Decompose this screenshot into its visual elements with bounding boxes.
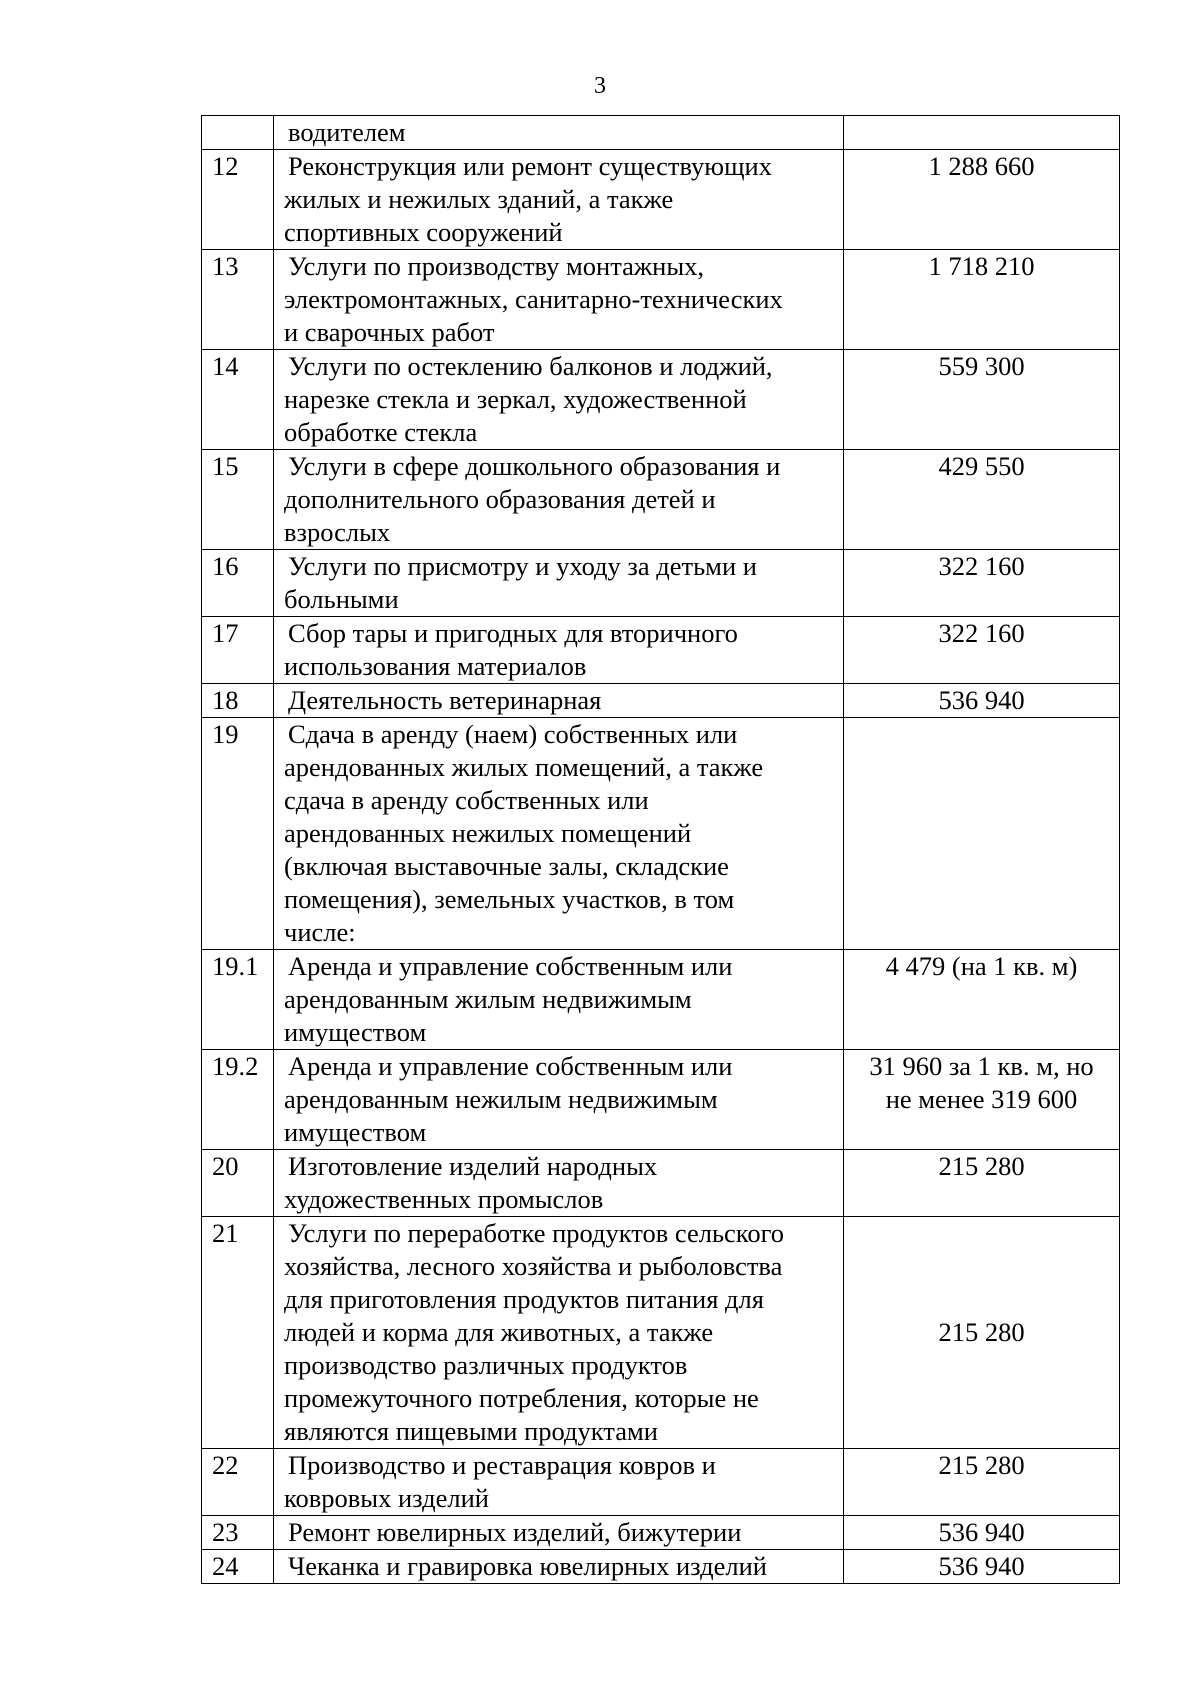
table-row [202, 617, 1120, 684]
description-line: арендованных нежилых помещений [284, 818, 692, 848]
description-line: обработке стекла [284, 417, 478, 447]
row-value [844, 1217, 1120, 1449]
description-line: Деятельность ветеринарная [288, 685, 602, 715]
value-line: 536 940 [938, 1551, 1025, 1581]
row-description [274, 1150, 844, 1217]
description-line: для приготовления продуктов питания для [284, 1284, 764, 1314]
table-row [202, 550, 1120, 617]
row-value [844, 1516, 1120, 1550]
description-line: и сварочных работ [284, 317, 495, 347]
table-row [202, 450, 1120, 550]
value-line: 1 718 210 [928, 251, 1035, 281]
row-number [202, 116, 274, 150]
description-line: Услуги в сфере дошкольного образования и [288, 451, 781, 481]
table-row [202, 350, 1120, 450]
row-value [844, 116, 1120, 150]
value-line: 215 280 [938, 1317, 1025, 1347]
description-line: электромонтажных, санитарно-технических [284, 284, 783, 314]
table-row [202, 718, 1120, 950]
row-value [844, 1050, 1120, 1150]
row-value [844, 950, 1120, 1050]
row-number: 17 [202, 617, 274, 684]
description-line: Реконструкция или ремонт существующих [288, 151, 772, 181]
row-number: 18 [202, 684, 274, 718]
value-line: 215 280 [938, 1450, 1025, 1480]
description-line: водителем [288, 117, 406, 147]
table-body [202, 116, 1120, 1584]
row-description [274, 150, 844, 250]
row-number: 19 [202, 718, 274, 950]
description-line: промежуточного потребления, которые не [284, 1383, 759, 1413]
description-line: Чеканка и гравировка ювелирных изделий [288, 1551, 767, 1581]
row-description [274, 350, 844, 450]
row-number: 13 [202, 250, 274, 350]
row-description [274, 684, 844, 718]
row-value [844, 450, 1120, 550]
table-row [202, 1050, 1120, 1150]
table-row [202, 1217, 1120, 1449]
description-line: больными [284, 584, 399, 614]
value-line: 4 479 (на 1 кв. м) [885, 951, 1078, 981]
description-line: Производство и реставрация ковров и [288, 1450, 716, 1480]
description-line: Услуги по остеклению балконов и лоджий, [288, 351, 773, 381]
row-value [844, 250, 1120, 350]
description-line: жилых и нежилых зданий, а также [284, 184, 674, 214]
description-line: арендованным нежилым недвижимым [284, 1084, 718, 1114]
tariff-table [201, 115, 1120, 1584]
row-description [274, 116, 844, 150]
value-line: 322 160 [938, 551, 1025, 581]
value-line: 215 280 [938, 1151, 1025, 1181]
row-description [274, 950, 844, 1050]
table-row [202, 1516, 1120, 1550]
row-value [844, 718, 1120, 950]
description-line: являются пищевыми продуктами [284, 1416, 658, 1446]
description-line: Изготовление изделий народных [288, 1151, 658, 1181]
row-value [844, 350, 1120, 450]
row-description [274, 1217, 844, 1449]
row-description [274, 550, 844, 617]
row-description [274, 617, 844, 684]
description-line: Услуги по переработке продуктов сельского [288, 1218, 785, 1248]
row-number: 23 [202, 1516, 274, 1550]
value-line: 429 550 [938, 451, 1025, 481]
table-row [202, 1449, 1120, 1516]
row-value [844, 550, 1120, 617]
description-line: взрослых [284, 517, 391, 547]
description-line: ковровых изделий [284, 1483, 489, 1513]
value-line: 1 288 660 [928, 151, 1035, 181]
description-line: помещения), земельных участков, в том [284, 884, 735, 914]
row-value [844, 617, 1120, 684]
description-line: нарезке стекла и зеркал, художественной [284, 384, 747, 414]
row-number: 12 [202, 150, 274, 250]
table-row [202, 950, 1120, 1050]
row-value [844, 1550, 1120, 1584]
description-line: производство различных продуктов [284, 1350, 688, 1380]
description-line: имуществом [284, 1017, 427, 1047]
description-line: Аренда и управление собственным или [288, 1051, 733, 1081]
table-row [202, 1150, 1120, 1217]
description-line: Ремонт ювелирных изделий, бижутерии [288, 1517, 742, 1547]
row-value [844, 684, 1120, 718]
value-line: 536 940 [938, 685, 1025, 715]
description-line: арендованных жилых помещений, а также [284, 752, 764, 782]
row-number: 15 [202, 450, 274, 550]
table-row [202, 116, 1120, 150]
table-row [202, 1550, 1120, 1584]
row-value [844, 1150, 1120, 1217]
description-line: имуществом [284, 1117, 427, 1147]
description-line: использования материалов [284, 651, 587, 681]
row-description [274, 250, 844, 350]
description-line: спортивных сооружений [284, 217, 563, 247]
value-line: 31 960 за 1 кв. м, но [869, 1051, 1094, 1081]
description-line: числе: [284, 917, 356, 947]
description-line: (включая выставочные залы, складские [284, 851, 729, 881]
table-row [202, 250, 1120, 350]
page-number: 3 [594, 73, 606, 99]
row-description [274, 1449, 844, 1516]
row-description [274, 450, 844, 550]
description-line: арендованным жилым недвижимым [284, 984, 692, 1014]
value-line: 322 160 [938, 618, 1025, 648]
value-line: 536 940 [938, 1517, 1025, 1547]
description-line: сдача в аренду собственных или [284, 785, 649, 815]
row-description [274, 1516, 844, 1550]
value-line: 559 300 [938, 351, 1025, 381]
description-line: Сбор тары и пригодных для вторичного [288, 618, 738, 648]
description-line: Аренда и управление собственным или [288, 951, 733, 981]
row-number: 21 [202, 1217, 274, 1449]
row-value [844, 150, 1120, 250]
description-line: художественных промыслов [284, 1184, 604, 1214]
row-number: 14 [202, 350, 274, 450]
description-line: дополнительного образования детей и [284, 484, 716, 514]
row-number: 19.2 [202, 1050, 274, 1150]
description-line: людей и корма для животных, а также [284, 1317, 714, 1347]
description-line: Услуги по присмотру и уходу за детьми и [288, 551, 757, 581]
value-line: не менее 319 600 [885, 1084, 1078, 1114]
table-row [202, 684, 1120, 718]
row-number: 22 [202, 1449, 274, 1516]
row-value [844, 1449, 1120, 1516]
row-description [274, 1050, 844, 1150]
description-line: хозяйства, лесного хозяйства и рыболовства [284, 1251, 783, 1281]
row-number: 19.1 [202, 950, 274, 1050]
row-description [274, 1550, 844, 1584]
row-number: 20 [202, 1150, 274, 1217]
row-number: 24 [202, 1550, 274, 1584]
description-line: Услуги по производству монтажных, [288, 251, 705, 281]
table-row [202, 150, 1120, 250]
row-number: 16 [202, 550, 274, 617]
row-description [274, 718, 844, 950]
description-line: Сдача в аренду (наем) собственных или [288, 719, 738, 749]
